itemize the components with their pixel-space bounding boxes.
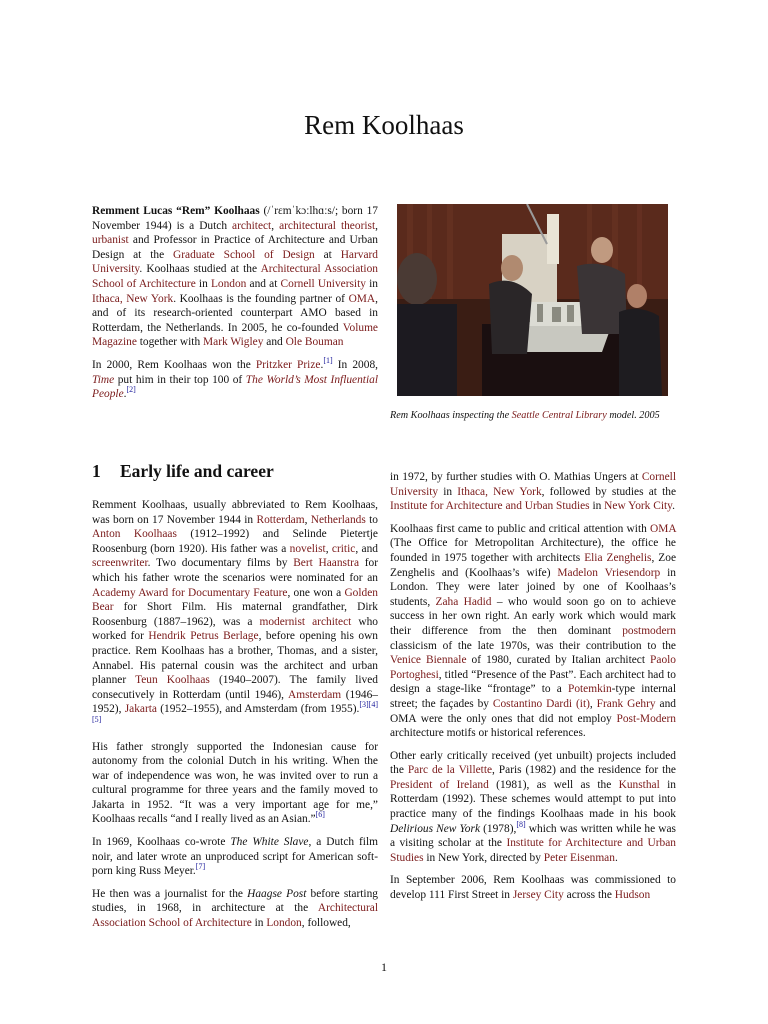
text: . Koolhaas studied at the [139, 263, 261, 276]
link-urbanist[interactable]: urbanist [92, 234, 129, 247]
book-title: Delirious New York [390, 822, 480, 835]
text: put him in their top 100 of [114, 373, 246, 386]
photo-caption [390, 409, 676, 423]
citation-ref[interactable]: [1] [323, 356, 333, 366]
text: classicism of the late 1970s, was their contribution to the [390, 639, 676, 652]
text: -type internal street; the façades by [390, 683, 677, 710]
link-architectural-theorist[interactable]: architectural theorist [279, 219, 376, 232]
link-bert-haanstra[interactable]: Bert Haanstra [293, 557, 359, 570]
text: . [672, 500, 675, 513]
text: in New York, directed by [423, 851, 544, 864]
link-postmodern[interactable]: postmodern [622, 624, 676, 637]
text: (1912–1992) and Selinde Pietertje Roosenburg (born 1920). His father was a [92, 528, 378, 555]
text: in [589, 500, 605, 513]
intro-paragraph-2 [92, 358, 378, 402]
text: (1940–2007). The family lived consecutively in Rotterdam (until 1946), [92, 674, 378, 701]
text: He then was a journalist for the [92, 887, 248, 900]
text: Remment Koolhaas, usually abbreviated to Rem Koolhaas, was born on 17 November 1944 in [92, 499, 378, 526]
text: to [365, 513, 378, 526]
text: (The Office for Metropolitan Architecture), the office he founded in 1975 together with architects [390, 537, 676, 564]
text: , before opening his own practice. Rem Koolhaas has a brother, Thomas, and a sister, Annabel. His paternal cousin was the architect and urban planner [92, 630, 378, 687]
link-golden-bear[interactable]: Golden Bear [92, 586, 378, 614]
paragraph [390, 873, 676, 902]
text: before starting studies, in 1968, in architecture at the [92, 887, 378, 915]
page-number: 1 [381, 960, 387, 974]
text: , followed by studies at the [541, 485, 676, 498]
text: In 2000, Rem Koolhaas won the [92, 358, 256, 371]
link-architectural-association[interactable]: Architectural Association School of Architecture [92, 263, 378, 290]
text: . [614, 851, 618, 864]
text: Koolhaas first came to public and critical attention with [390, 522, 651, 535]
citation-ref[interactable]: [8] [516, 819, 526, 829]
link-teun-koolhaas[interactable]: Teun Koolhaas [135, 674, 210, 687]
text: for which his father wrote the scenarios were nominated for an [92, 557, 378, 584]
text: across the [563, 889, 615, 902]
link-ithaca-new-york[interactable]: Ithaca, New York [457, 485, 542, 498]
text: , [325, 542, 332, 555]
link-elia-zenghelis[interactable]: Elia Zenghelis [584, 551, 652, 564]
link-iaus[interactable]: Institute for Architecture and Urban Studies [390, 500, 590, 513]
text: architecture motifs or historical references. [390, 727, 586, 740]
text: in [251, 917, 267, 930]
pronunciation: (/ˈrɛmˈkɔːlhɑːs/; [259, 205, 339, 217]
film-title: The White Slave [230, 836, 309, 849]
link-president-of-ireland[interactable]: President of Ireland [390, 778, 489, 791]
text: model. 2005 [606, 410, 660, 421]
text: (1952–1955), and Amsterdam (from 1955). [156, 703, 360, 716]
citation-ref[interactable]: [6] [315, 810, 325, 820]
link-harvard-university[interactable]: Harvard University [92, 248, 379, 276]
link-hendrik-petrus-berlage[interactable]: Hendrik Petrus Berlage [148, 630, 259, 643]
link-architect[interactable]: architect [232, 219, 272, 232]
link-jersey-city[interactable]: Jersey City [512, 889, 564, 902]
link-academy-award[interactable]: Academy Award for Documentary Feature [92, 586, 288, 599]
text: in Rotterdam (1992). These schemes would attempt to put into practice many of the findings Koolhaas made in his book [390, 778, 676, 821]
link-screenwriter[interactable]: screenwriter [92, 557, 148, 570]
link-costantino-dardi[interactable]: Costantino Dardi [492, 697, 573, 710]
text: in 1972, by further studies with O. Mathias Ungers at [390, 471, 642, 483]
text: , [304, 513, 311, 526]
text: of 1980, curated by Italian architect [466, 654, 651, 667]
text: at [314, 248, 341, 261]
text: . [320, 358, 324, 371]
text: . Koolhaas is the founding partner of [173, 292, 349, 305]
link-london[interactable]: London [210, 277, 247, 290]
text: , followed, [301, 917, 351, 930]
link-jakarta[interactable]: Jakarta [124, 703, 157, 716]
text: – who would soon go on to achieve success in her own right. An early work which would mark their difference from the then dominant [390, 595, 676, 637]
text: , and [355, 542, 378, 555]
link-parc-de-la-villette[interactable]: Parc de la Villette [407, 764, 493, 777]
text: which was written while he was a visiting scholar at the [390, 822, 676, 850]
text: (1978), [480, 822, 517, 835]
text: for Short Film. His maternal grandfather, Dirk Roosenburg (1887–1962), was a [92, 601, 378, 628]
text: in [195, 277, 211, 290]
text: who worked for [92, 615, 378, 643]
link-peter-eisenman[interactable]: Peter Eisenman [543, 851, 615, 864]
link-cornell-university[interactable]: Cornell University [390, 471, 676, 498]
text: Rem Koolhaas inspecting the [390, 410, 512, 421]
text: . Two documentary films by [147, 557, 294, 570]
link-it[interactable]: (it) [576, 697, 590, 710]
citation-ref[interactable]: [3][4][5] [92, 700, 378, 725]
citation-ref[interactable]: [7] [195, 862, 206, 872]
link-graduate-school-of-design[interactable]: Graduate School of Design [173, 248, 315, 261]
text: . [123, 388, 127, 401]
text: , Paris (1982) and the residence for the [492, 764, 676, 777]
link-london[interactable]: London [266, 917, 302, 930]
paragraph [92, 887, 378, 931]
link-mark-wigley[interactable]: Mark Wigley [203, 336, 264, 349]
text: In 2008, [332, 358, 378, 371]
link-ithaca-new-york[interactable]: Ithaca, New York [92, 292, 174, 305]
text: , [271, 219, 280, 232]
left-column [92, 498, 378, 939]
link-madelon-vriesendorp[interactable]: Madelon Vriesendorp [557, 566, 661, 579]
link-architect[interactable]: architect [312, 615, 352, 628]
link-modernist[interactable]: modernist [259, 615, 306, 628]
link-time-100[interactable]: The World’s Most Influential People [92, 373, 378, 401]
paragraph [390, 470, 676, 514]
text: in [438, 485, 458, 498]
text: and [263, 336, 286, 349]
text: His father strongly supported the Indonesian cause for autonomy from the colonial Dutch in his writing. When the war of independence was won, he was invited over to run a cultural programme for three years and the family moved to Jakarta in 1952. “It was a very important age for me,” Koolhaas recalls “and I really lived as an Asian.” [92, 740, 378, 826]
link-netherlands[interactable]: Netherlands [310, 513, 366, 526]
text: (1981), as well as the [488, 778, 619, 791]
text: , [375, 219, 378, 232]
citation-ref[interactable]: [2] [126, 385, 136, 395]
link-cornell-university[interactable]: Cornell University [280, 277, 366, 290]
text: and OMA were the only ones that did not employ [390, 697, 676, 725]
link-novelist[interactable]: novelist [289, 542, 326, 555]
page-title: Rem Koolhaas [304, 110, 464, 140]
intro-paragraph-1 [92, 204, 378, 350]
link-pritzker-prize[interactable]: Pritzker Prize [255, 358, 321, 371]
section-number: 1 [92, 461, 101, 481]
text: and Professor in Practice of Architecture and Urban Design at the [92, 234, 378, 261]
text: and at [246, 277, 281, 290]
photo-illustration [397, 204, 668, 396]
text: in [365, 277, 378, 290]
publication-title: Haagse Post [247, 887, 307, 900]
section-heading [92, 461, 274, 482]
link-rotterdam[interactable]: Rotterdam [256, 513, 305, 526]
text: , Zoe Zenghelis and (Koolhaas’s wife) [390, 551, 677, 579]
paragraph [92, 498, 378, 732]
paragraph [390, 522, 676, 741]
text: together with [136, 336, 204, 349]
link-zaha-hadid[interactable]: Zaha Hadid [435, 595, 492, 608]
link-ole-bouman[interactable]: Ole Bouman [285, 336, 344, 349]
link-venice-biennale[interactable]: Venice Biennale [390, 654, 467, 667]
koolhaas-photo [397, 204, 668, 396]
text: , and of its research-oriented counterpart AMO based in Rotterdam, the Netherlands. In 2005, he co-founded [92, 292, 379, 334]
link-oma[interactable]: OMA [650, 522, 676, 535]
link-iaus[interactable]: Institute for Architecture and Urban Studies [390, 837, 676, 864]
section-title: Early life and career [120, 461, 274, 481]
link-time[interactable]: Time [92, 373, 115, 386]
link-paolo-portoghesi[interactable]: Paolo Portoghesi [390, 654, 676, 681]
text: , a Dutch film noir, and later wrote an unproduced script for American soft-porn king Russ Meyer. [92, 836, 378, 878]
paragraph [92, 740, 378, 828]
paragraph [390, 749, 676, 866]
link-oma[interactable]: OMA [348, 292, 376, 305]
paragraph [92, 835, 378, 879]
link-seattle-central-library[interactable]: Seattle Central Library [511, 410, 607, 421]
text: born 17 November 1944) is a Dutch [92, 205, 378, 232]
subject-name: Remment Lucas “Rem” Koolhaas [92, 205, 260, 217]
intro-column [92, 204, 378, 410]
link-kunsthal[interactable]: Kunsthal [618, 778, 660, 791]
text: , [589, 697, 597, 710]
text: In 1969, Koolhaas co-wrote [92, 836, 231, 849]
link-amsterdam[interactable]: Amsterdam [287, 688, 342, 701]
text: , titled “Presence of the Past”. Each architect had to design a stage-like “frontage” to a [390, 668, 676, 696]
text: in London. They were later joined by one of Koolhaas’s students, [390, 566, 676, 608]
link-post-modern[interactable]: Post-Modern [616, 712, 676, 725]
right-column [390, 470, 676, 911]
link-anton-koolhaas[interactable]: Anton Koolhaas [92, 528, 177, 541]
link-hudson[interactable]: Hudson [614, 889, 651, 902]
link-potemkin[interactable]: Potemkin [567, 683, 612, 696]
text: In September 2006, Rem Koolhaas was commissioned to develop 111 First Street in [390, 874, 676, 902]
link-critic[interactable]: critic [331, 542, 356, 555]
link-frank-gehry[interactable]: Frank Gehry [596, 697, 656, 710]
text: Other early critically received (yet unbuilt) projects included the [390, 749, 676, 777]
text: , one won a [287, 586, 345, 599]
link-new-york-city[interactable]: New York City [604, 500, 673, 513]
text: (1946–1952), [92, 688, 378, 716]
link-volume-magazine[interactable]: Volume Magazine [92, 321, 378, 349]
link-architectural-association[interactable]: Architectural Association School of Architecture [92, 902, 378, 930]
